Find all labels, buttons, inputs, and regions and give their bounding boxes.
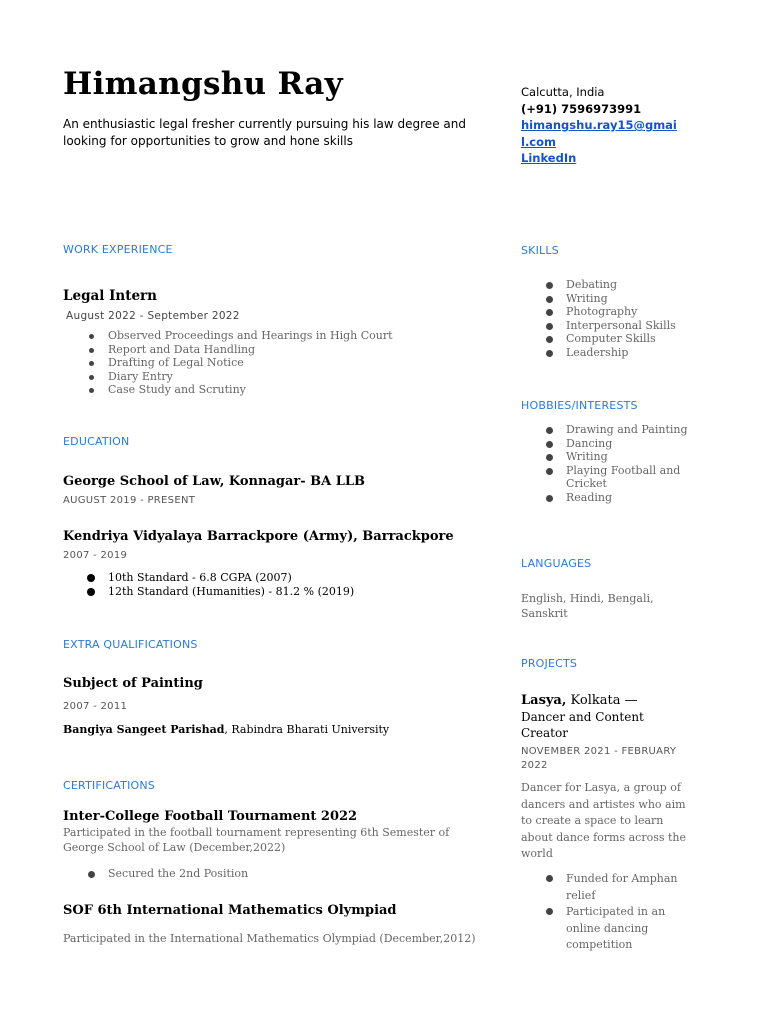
work-list [63, 329, 483, 397]
list-item: Writing [521, 292, 696, 306]
list-item: 10th Standard - 6.8 CGPA (2007) [63, 571, 483, 585]
skills-list [521, 278, 696, 360]
qualification-date: 2007 - 2011 [63, 701, 128, 712]
languages-text: English, Hindi, Bengali, Sanskrit [521, 592, 654, 620]
list-item: Reading [521, 491, 696, 505]
cert-title-1: Inter-College Football Tournament 2022 [63, 809, 358, 824]
section-heading-languages: LANGUAGES [521, 557, 592, 570]
cert-title-2: SOF 6th International Mathematics Olympiad [63, 903, 397, 918]
cert-desc-1: Participated in the football tournament representing 6th Semester of George School of Law (December,2022) [63, 826, 450, 854]
qualification-title: Subject of Painting [63, 676, 203, 691]
project-list [521, 871, 691, 954]
school-date-1: AUGUST 2019 - PRESENT [63, 495, 196, 506]
project-desc: Dancer for Lasya, a group of dancers and artistes who aim to create a space to learn about dance forms across the world [521, 781, 686, 860]
linkedin-link[interactable]: LinkedIn [521, 151, 577, 165]
list-item: Drafting of Legal Notice [63, 356, 483, 370]
candidate-name: Himangshu Ray [63, 66, 343, 102]
project-role: Dancer and Content Creator [521, 710, 644, 740]
job-date: August 2022 - September 2022 [66, 310, 240, 322]
list-item: Report and Data Handling [63, 343, 483, 357]
hobbies-list [521, 423, 696, 505]
list-item: Playing Football and Cricket [521, 464, 696, 491]
school-name-2: Kendriya Vidyalaya Barrackpore (Army), Barrackpore [63, 529, 454, 544]
list-item: Computer Skills [521, 332, 696, 346]
list-item: Writing [521, 450, 696, 464]
list-item: Leadership [521, 346, 696, 360]
section-heading-extra: EXTRA QUALIFICATIONS [63, 638, 198, 651]
section-heading-skills: SKILLS [521, 244, 559, 257]
list-item: Interpersonal Skills [521, 319, 696, 333]
list-item: 12th Standard (Humanities) - 81.2 % (2019) [63, 585, 483, 599]
section-heading-projects: PROJECTS [521, 657, 578, 670]
email-link[interactable]: himangshu.ray15@gmail.com [521, 118, 677, 149]
section-heading-education: EDUCATION [63, 435, 130, 448]
job-title: Legal Intern [63, 288, 157, 304]
phone: (+91) 7596973991 [521, 101, 642, 116]
list-item: Funded for Amphan relief [521, 871, 691, 904]
education-list [63, 571, 483, 598]
list-item: Photography [521, 305, 696, 319]
summary-text: An enthusiastic legal fresher currently pursuing his law degree and looking for opportunities to grow and hone skills [63, 117, 466, 148]
cert-desc-2: Participated in the International Mathematics Olympiad (December,2012) [63, 932, 476, 945]
list-item: Drawing and Painting [521, 423, 696, 437]
school-date-2: 2007 - 2019 [63, 550, 128, 561]
list-item: Participated in an online dancing competition [521, 904, 691, 954]
section-heading-hobbies: HOBBIES/INTERESTS [521, 399, 638, 412]
section-heading-certifications: CERTIFICATIONS [63, 779, 155, 792]
location: Calcutta, India [521, 85, 605, 99]
list-item: Secured the 2nd Position [63, 867, 483, 881]
cert-list [63, 867, 483, 881]
list-item: Case Study and Scrutiny [63, 383, 483, 397]
school-name-1: George School of Law, Konnagar- BA LLB [63, 474, 366, 489]
qualification-org: Bangiya Sangeet Parishad, Rabindra Bharati University [63, 723, 390, 736]
contact-block [521, 84, 681, 167]
project-title: Lasya, Kolkata — [521, 693, 638, 708]
list-item: Observed Proceedings and Hearings in High Court [63, 329, 483, 343]
list-item: Debating [521, 278, 696, 292]
section-heading-work: WORK EXPERIENCE [63, 243, 173, 256]
list-item: Diary Entry [63, 370, 483, 384]
project-date: NOVEMBER 2021 - FEBRUARY 2022 [521, 746, 677, 771]
list-item: Dancing [521, 437, 696, 451]
